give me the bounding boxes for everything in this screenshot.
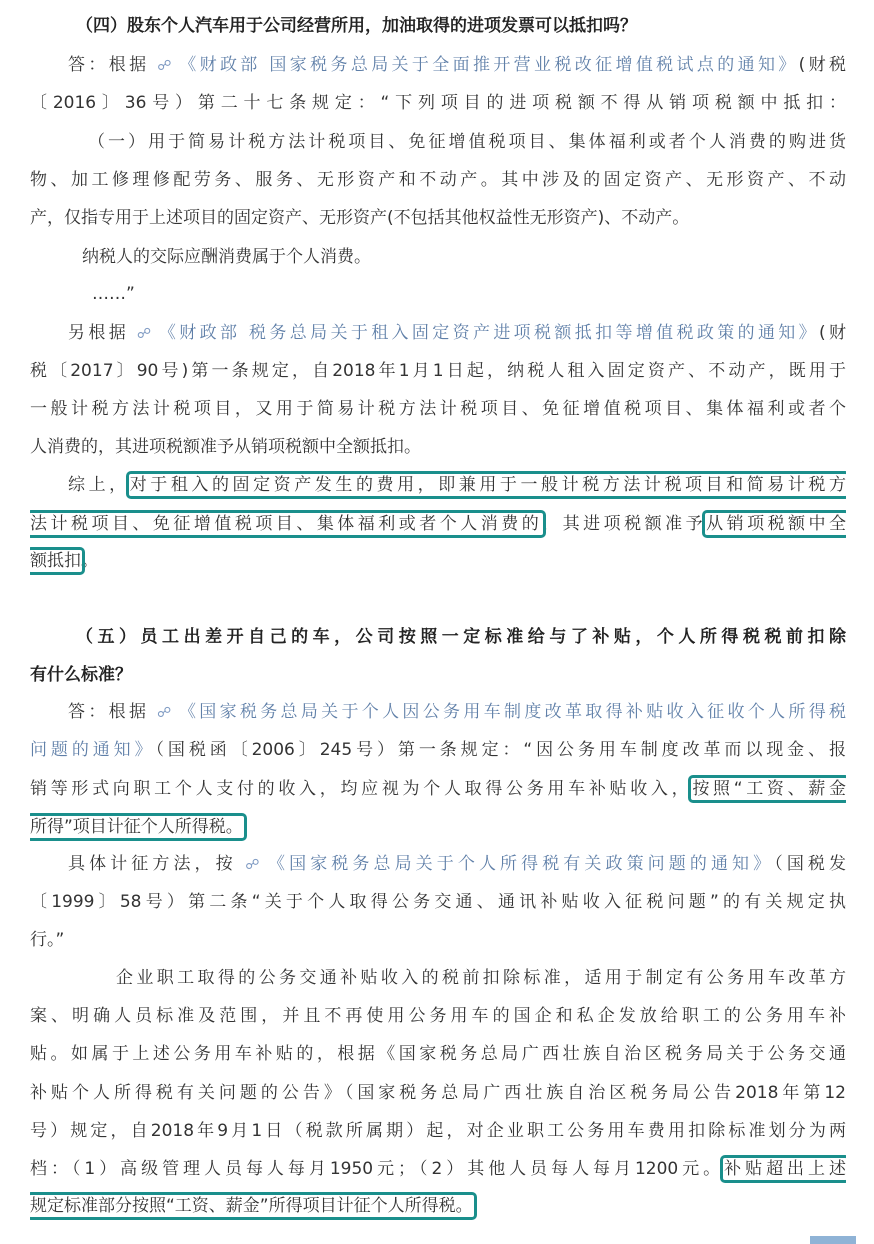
s4-line-14 <box>30 543 846 579</box>
s5-line-2 <box>30 732 846 768</box>
s4-line-12 <box>68 467 846 503</box>
s4-line-13 <box>30 506 846 542</box>
section5-heading-2: 有什么标准？ <box>30 665 132 685</box>
s4-line-11: 人消费的，其进项税额准予从销项税额中全额抵扣。 <box>30 437 421 457</box>
s5-line-4 <box>30 809 846 845</box>
s4-line-9: 税〔2017〕90号)第一条规定，自2018年1月1日起，纳税人租入固定资产、不动产，既用于 <box>30 361 846 381</box>
s4-line-2: 〔2016〕36号）第二十七条规定：“下列项目的进项税额不得从销项税额中抵扣： <box>30 93 846 113</box>
s5-l5-post: （国税发 <box>774 854 846 874</box>
link-icon: ☍ <box>149 58 180 74</box>
highlight-box: 所得”项目计征个人所得税。 <box>30 817 243 837</box>
s4-line-6: 纳税人的交际应酬消费属于个人消费。 <box>82 247 371 267</box>
s5-line-3 <box>30 771 846 807</box>
s5-law-link-1-cont[interactable]: 问题的通知》 <box>30 740 156 760</box>
s5-line-10: 贴。如属于上述公务用车补贴的，根据《国家税务总局广西壮族自治区税务局关于公务交通 <box>30 1044 846 1064</box>
s4-l14-post: 。 <box>81 551 98 571</box>
link-icon: ☍ <box>129 326 159 342</box>
highlight-box: 法计税项目、免征增值税项目、集体福利或者个人消费的 <box>30 514 543 534</box>
section5-heading-1: （五）员工出差开自己的车，公司按照一定标准给与了补贴，个人所得税税前扣除 <box>76 627 846 647</box>
s4-l1-text: 答：根据 <box>68 55 150 75</box>
highlight-box: 对于租入的固定资产发生的费用，即兼用于一般计税方法计税项目和简易计税方 <box>129 475 846 495</box>
s5-l13-text: 档：（1）高级管理人员每人每月1950元；（2）其他人员每人每月1200元。 <box>30 1159 725 1179</box>
link-icon: ☍ <box>236 857 269 873</box>
s5-line-14 <box>30 1188 846 1224</box>
s5-line-13 <box>30 1151 846 1187</box>
s5-line-12: 号）规定，自2018年9月1日（税款所属期）起，对企业职工公务用车费用扣除标准划分为两 <box>30 1121 846 1141</box>
highlight-box: 额抵扣 <box>30 551 81 571</box>
page-corner-decoration <box>810 1236 856 1244</box>
s4-line-5: 产，仅指专用于上述项目的固定资产、无形资产(不包括其他权益性无形资产)、不动产。 <box>30 208 690 228</box>
s4-line-1 <box>68 47 846 83</box>
section4-heading: （四）股东个人汽车用于公司经营所用，加油取得的进项发票可以抵扣吗？ <box>76 16 637 36</box>
s5-law-link-1[interactable]: 《国家税务总局关于个人因公务用车制度改革取得补贴收入征收个人所得税 <box>178 702 846 722</box>
s5-line-1 <box>68 694 846 730</box>
s5-line-5 <box>68 846 846 882</box>
s4-line-7: ……” <box>92 284 135 304</box>
highlight-box: 按照“工资、薪金 <box>692 779 846 799</box>
s4-l13-text: ，其进项税额准予 <box>542 514 707 534</box>
s5-l5-text: 具体计征方法，按 <box>68 854 237 874</box>
s5-l1-text: 答：根据 <box>68 702 150 722</box>
s4-l8-text: 另根据 <box>68 323 130 343</box>
highlight-box: 补贴超出上述 <box>724 1159 846 1179</box>
s4-law-link-1[interactable]: 《财政部 国家税务总局关于全面推开营业税改征增值税试点的通知》 <box>179 55 799 75</box>
s4-l8-post: (财 <box>819 323 846 343</box>
link-icon: ☍ <box>149 705 179 721</box>
s4-line-3: （一）用于简易计税方法计税项目、免征增值税项目、集体福利或者个人消费的购进货 <box>88 132 846 152</box>
s5-l3-text: 销等形式向职工个人支付的收入，均应视为个人取得公务用车补贴收入， <box>30 779 693 799</box>
s4-line-10: 一般计税方法计税项目，又用于简易计税方法计税项目、免征增值税项目、集体福利或者个 <box>30 399 846 419</box>
s5-law-link-2[interactable]: 《国家税务总局关于个人所得税有关政策问题的通知》 <box>268 854 775 874</box>
s5-line-9: 案、明确人员标准及范围，并且不再使用公务用车的国企和私企发放给职工的公务用车补 <box>30 1006 846 1026</box>
s4-line-4: 物、加工修理修配劳务、服务、无形资产和不动产。其中涉及的固定资产、无形资产、不动 <box>30 170 846 190</box>
s5-line-7: 行。” <box>30 930 65 950</box>
highlight-box: 从销项税额中全 <box>706 514 846 534</box>
s4-l1-post: (财税 <box>798 55 846 75</box>
s4-line-8 <box>68 315 846 351</box>
s5-line-8: 企业职工取得的公务交通补贴收入的税前扣除标准，适用于制定有公务用车改革方 <box>116 968 846 988</box>
s4-l12-text: 综上， <box>68 475 130 495</box>
s4-law-link-2[interactable]: 《财政部 税务总局关于租入固定资产进项税额抵扣等增值税政策的通知》 <box>158 323 820 343</box>
s5-line-6: 〔1999〕58号）第二条“关于个人取得公务交通、通讯补贴收入征税问题”的有关规定执 <box>30 892 846 912</box>
highlight-box: 规定标准部分按照“工资、薪金”所得项目计征个人所得税。 <box>30 1196 473 1216</box>
s5-line-11: 补贴个人所得税有关问题的公告》（国家税务总局广西壮族自治区税务局公告2018年第12 <box>30 1083 846 1103</box>
s5-l2-text: （国税函〔2006〕245号）第一条规定：“因公务用车制度改革而以现金、报 <box>155 740 846 760</box>
